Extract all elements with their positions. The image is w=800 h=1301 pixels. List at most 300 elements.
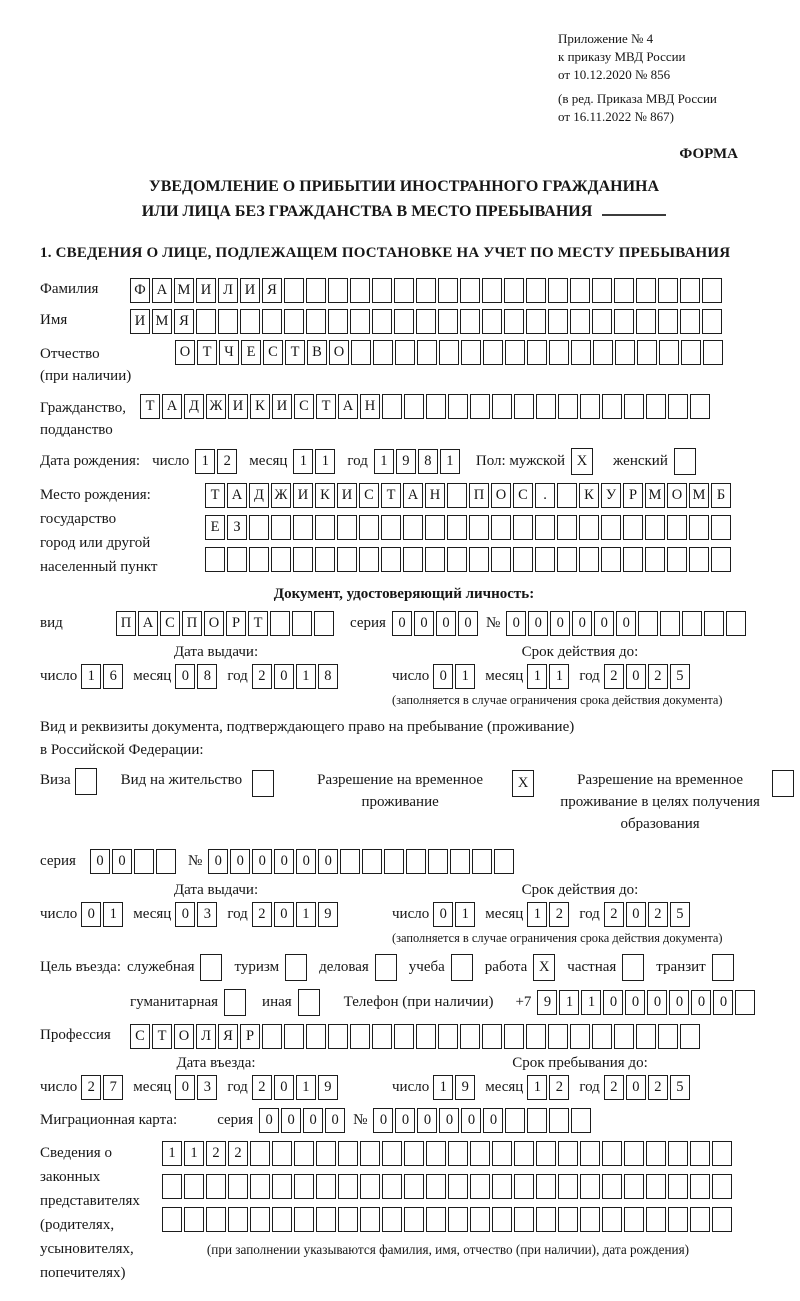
char-cell-empty[interactable] (482, 1024, 502, 1049)
char-cell-empty[interactable] (447, 483, 467, 508)
char-cell-empty[interactable] (536, 1207, 556, 1232)
char-cell-empty[interactable] (682, 611, 702, 636)
char-cell-empty[interactable] (614, 309, 634, 334)
char-cell-filled[interactable]: 8 (197, 664, 217, 689)
char-cell-filled[interactable]: Е (205, 515, 225, 540)
char-cell-filled[interactable]: Н (425, 483, 445, 508)
char-cell-empty[interactable] (557, 483, 577, 508)
char-cell-filled[interactable]: З (227, 515, 247, 540)
char-cell-empty[interactable] (284, 309, 304, 334)
char-cell-filled[interactable]: К (315, 483, 335, 508)
char-cell-empty[interactable] (316, 1207, 336, 1232)
char-cell-filled[interactable]: С (294, 394, 314, 419)
char-cell-filled[interactable]: М (689, 483, 709, 508)
char-cell-empty[interactable] (227, 547, 247, 572)
char-cell-empty[interactable] (690, 1174, 710, 1199)
char-cell-filled[interactable]: 0 (230, 849, 250, 874)
char-cell-empty[interactable] (350, 309, 370, 334)
char-cell-filled[interactable]: 0 (603, 990, 623, 1015)
char-cell-empty[interactable] (469, 515, 489, 540)
char-cell-filled[interactable]: Л (218, 278, 238, 303)
char-cell-empty[interactable] (403, 515, 423, 540)
char-cell-filled[interactable]: 0 (506, 611, 526, 636)
char-cell-empty[interactable] (772, 770, 794, 797)
char-cell-filled[interactable]: Д (249, 483, 269, 508)
char-cell-filled[interactable]: 0 (528, 611, 548, 636)
char-cell-empty[interactable] (646, 394, 666, 419)
char-cell-filled[interactable]: М (174, 278, 194, 303)
char-cell-empty[interactable] (491, 547, 511, 572)
char-cell-empty[interactable] (580, 394, 600, 419)
char-cell-filled[interactable]: 0 (175, 664, 195, 689)
char-cell-filled[interactable]: И (228, 394, 248, 419)
char-cell-empty[interactable] (360, 1174, 380, 1199)
char-cell-filled[interactable]: 0 (691, 990, 711, 1015)
char-cell-filled[interactable]: 1 (293, 449, 313, 474)
char-cell-empty[interactable] (350, 278, 370, 303)
char-cell-empty[interactable] (448, 1174, 468, 1199)
char-cell-filled[interactable]: 1 (296, 902, 316, 927)
char-cell-empty[interactable] (492, 1207, 512, 1232)
char-cell-filled[interactable]: Т (140, 394, 160, 419)
char-cell-filled[interactable]: 0 (436, 611, 456, 636)
char-cell-empty[interactable] (384, 849, 404, 874)
char-cell-filled[interactable]: 5 (670, 1075, 690, 1100)
char-cell-empty[interactable] (338, 1174, 358, 1199)
char-cell-filled[interactable]: И (293, 483, 313, 508)
char-cell-empty[interactable] (726, 611, 746, 636)
char-cell-filled[interactable]: 2 (206, 1141, 226, 1166)
char-cell-filled[interactable]: 0 (626, 664, 646, 689)
char-cell-filled[interactable]: 2 (604, 902, 624, 927)
char-cell-filled[interactable]: 1 (559, 990, 579, 1015)
char-cell-empty[interactable] (504, 309, 524, 334)
char-cell-empty[interactable] (228, 1207, 248, 1232)
char-cell-empty[interactable] (394, 1024, 414, 1049)
char-cell-empty[interactable] (557, 547, 577, 572)
char-cell-empty[interactable] (196, 309, 216, 334)
char-cell-filled[interactable]: 0 (281, 1108, 301, 1133)
char-cell-empty[interactable] (293, 547, 313, 572)
char-cell-empty[interactable] (570, 309, 590, 334)
char-cell-empty[interactable] (228, 1174, 248, 1199)
char-cell-empty[interactable] (645, 515, 665, 540)
char-cell-empty[interactable] (184, 1207, 204, 1232)
char-cell-empty[interactable] (593, 340, 613, 365)
char-cell-filled[interactable]: 0 (550, 611, 570, 636)
char-cell-filled[interactable]: 0 (90, 849, 110, 874)
char-cell-filled[interactable]: С (160, 611, 180, 636)
char-cell-empty[interactable] (284, 278, 304, 303)
char-cell-empty[interactable] (702, 278, 722, 303)
char-cell-empty[interactable] (439, 340, 459, 365)
char-cell-filled[interactable]: 2 (549, 1075, 569, 1100)
char-cell-filled[interactable]: 1 (455, 664, 475, 689)
char-cell-empty[interactable] (448, 1207, 468, 1232)
char-cell-filled[interactable]: С (513, 483, 533, 508)
char-cell-filled[interactable]: 0 (208, 849, 228, 874)
char-cell-empty[interactable] (294, 1174, 314, 1199)
char-cell-filled[interactable]: 0 (414, 611, 434, 636)
char-cell-filled[interactable]: Л (196, 1024, 216, 1049)
char-cell-filled[interactable]: Т (285, 340, 305, 365)
char-cell-empty[interactable] (526, 309, 546, 334)
char-cell-empty[interactable] (513, 515, 533, 540)
char-cell-filled[interactable]: 0 (325, 1108, 345, 1133)
char-cell-empty[interactable] (615, 340, 635, 365)
char-cell-filled[interactable]: А (162, 394, 182, 419)
char-cell-empty[interactable] (548, 278, 568, 303)
char-cell-empty[interactable] (602, 1174, 622, 1199)
char-cell-filled[interactable]: П (469, 483, 489, 508)
char-cell-empty[interactable] (373, 340, 393, 365)
char-cell-empty[interactable] (680, 1024, 700, 1049)
char-cell-empty[interactable] (549, 340, 569, 365)
char-cell-empty[interactable] (200, 954, 222, 981)
char-cell-empty[interactable] (558, 1174, 578, 1199)
char-cell-filled[interactable]: 6 (103, 664, 123, 689)
char-cell-empty[interactable] (592, 309, 612, 334)
char-cell-empty[interactable] (646, 1207, 666, 1232)
char-cell-empty[interactable] (571, 1108, 591, 1133)
char-cell-empty[interactable] (362, 849, 382, 874)
char-cell-empty[interactable] (298, 989, 320, 1016)
char-cell-filled[interactable]: 9 (318, 1075, 338, 1100)
char-cell-filled[interactable]: Д (184, 394, 204, 419)
char-cell-filled[interactable]: Т (316, 394, 336, 419)
char-cell-empty[interactable] (218, 309, 238, 334)
char-cell-empty[interactable] (272, 1207, 292, 1232)
char-cell-empty[interactable] (306, 1024, 326, 1049)
char-cell-empty[interactable] (375, 954, 397, 981)
char-cell-filled[interactable]: У (601, 483, 621, 508)
char-cell-filled[interactable]: 1 (195, 449, 215, 474)
char-cell-empty[interactable] (447, 547, 467, 572)
char-cell-filled[interactable]: П (116, 611, 136, 636)
char-cell-filled[interactable]: 1 (549, 664, 569, 689)
char-cell-empty[interactable] (668, 1174, 688, 1199)
char-cell-empty[interactable] (184, 1174, 204, 1199)
char-cell-empty[interactable] (680, 278, 700, 303)
char-cell-filled[interactable]: 0 (373, 1108, 393, 1133)
char-cell-filled[interactable]: 9 (396, 449, 416, 474)
char-cell-empty[interactable] (624, 1174, 644, 1199)
char-cell-empty[interactable] (646, 1174, 666, 1199)
char-cell-empty[interactable] (622, 954, 644, 981)
char-cell-empty[interactable] (315, 547, 335, 572)
char-cell-empty[interactable] (513, 547, 533, 572)
char-cell-filled[interactable]: 0 (274, 664, 294, 689)
char-cell-filled[interactable]: 0 (483, 1108, 503, 1133)
char-cell-filled[interactable]: 2 (81, 1075, 101, 1100)
char-cell-filled[interactable]: 1 (581, 990, 601, 1015)
char-cell-empty[interactable] (403, 547, 423, 572)
char-cell-empty[interactable] (249, 515, 269, 540)
char-cell-filled[interactable]: О (175, 340, 195, 365)
char-cell-filled[interactable]: 1 (162, 1141, 182, 1166)
char-cell-filled[interactable]: Ф (130, 278, 150, 303)
char-cell-empty[interactable] (460, 1024, 480, 1049)
char-cell-empty[interactable] (395, 340, 415, 365)
char-cell-empty[interactable] (638, 611, 658, 636)
char-cell-empty[interactable] (536, 1174, 556, 1199)
char-cell-filled[interactable]: 2 (228, 1141, 248, 1166)
char-cell-filled[interactable]: 0 (81, 902, 101, 927)
char-cell-filled[interactable]: X (533, 954, 555, 981)
char-cell-empty[interactable] (271, 547, 291, 572)
char-cell-empty[interactable] (636, 278, 656, 303)
char-cell-filled[interactable]: 0 (175, 1075, 195, 1100)
char-cell-empty[interactable] (447, 515, 467, 540)
char-cell-filled[interactable]: 0 (433, 664, 453, 689)
char-cell-empty[interactable] (681, 340, 701, 365)
char-cell-empty[interactable] (340, 849, 360, 874)
char-cell-empty[interactable] (482, 278, 502, 303)
char-cell-empty[interactable] (571, 340, 591, 365)
char-cell-empty[interactable] (404, 1207, 424, 1232)
char-cell-empty[interactable] (704, 611, 724, 636)
char-cell-empty[interactable] (690, 1207, 710, 1232)
char-cell-empty[interactable] (416, 1024, 436, 1049)
char-cell-filled[interactable]: 0 (461, 1108, 481, 1133)
char-cell-filled[interactable]: Я (218, 1024, 238, 1049)
char-cell-filled[interactable]: С (359, 483, 379, 508)
char-cell-empty[interactable] (483, 340, 503, 365)
char-cell-empty[interactable] (381, 547, 401, 572)
char-cell-empty[interactable] (602, 394, 622, 419)
char-cell-filled[interactable]: 1 (296, 1075, 316, 1100)
char-cell-empty[interactable] (382, 1207, 402, 1232)
char-cell-empty[interactable] (472, 849, 492, 874)
char-cell-filled[interactable]: 0 (417, 1108, 437, 1133)
char-cell-filled[interactable]: П (182, 611, 202, 636)
char-cell-filled[interactable]: Т (205, 483, 225, 508)
char-cell-filled[interactable]: Ж (206, 394, 226, 419)
char-cell-filled[interactable]: И (337, 483, 357, 508)
char-cell-filled[interactable]: Т (152, 1024, 172, 1049)
char-cell-empty[interactable] (712, 1174, 732, 1199)
char-cell-empty[interactable] (428, 849, 448, 874)
char-cell-empty[interactable] (316, 1174, 336, 1199)
char-cell-filled[interactable]: 0 (259, 1108, 279, 1133)
char-cell-empty[interactable] (623, 547, 643, 572)
char-cell-filled[interactable]: 5 (670, 664, 690, 689)
char-cell-empty[interactable] (285, 954, 307, 981)
char-cell-filled[interactable]: 0 (625, 990, 645, 1015)
char-cell-empty[interactable] (526, 278, 546, 303)
char-cell-empty[interactable] (601, 515, 621, 540)
char-cell-filled[interactable]: 0 (647, 990, 667, 1015)
char-cell-empty[interactable] (470, 394, 490, 419)
char-cell-empty[interactable] (359, 547, 379, 572)
char-cell-empty[interactable] (614, 278, 634, 303)
char-cell-filled[interactable]: . (535, 483, 555, 508)
char-cell-empty[interactable] (505, 1108, 525, 1133)
char-cell-empty[interactable] (680, 309, 700, 334)
char-cell-empty[interactable] (711, 547, 731, 572)
char-cell-filled[interactable]: 2 (252, 1075, 272, 1100)
char-cell-empty[interactable] (249, 547, 269, 572)
char-cell-empty[interactable] (162, 1174, 182, 1199)
char-cell-empty[interactable] (711, 515, 731, 540)
char-cell-empty[interactable] (505, 340, 525, 365)
char-cell-empty[interactable] (624, 1207, 644, 1232)
char-cell-empty[interactable] (404, 394, 424, 419)
char-cell-filled[interactable]: 1 (433, 1075, 453, 1100)
char-cell-empty[interactable] (372, 278, 392, 303)
char-cell-empty[interactable] (592, 278, 612, 303)
char-cell-filled[interactable]: 1 (374, 449, 394, 474)
char-cell-empty[interactable] (394, 278, 414, 303)
char-cell-empty[interactable] (527, 340, 547, 365)
char-cell-empty[interactable] (689, 515, 709, 540)
char-cell-empty[interactable] (338, 1207, 358, 1232)
char-cell-empty[interactable] (602, 1207, 622, 1232)
char-cell-empty[interactable] (206, 1174, 226, 1199)
char-cell-filled[interactable]: 0 (318, 849, 338, 874)
char-cell-empty[interactable] (549, 1108, 569, 1133)
char-cell-empty[interactable] (667, 515, 687, 540)
char-cell-filled[interactable]: А (338, 394, 358, 419)
char-cell-filled[interactable]: 0 (458, 611, 478, 636)
char-cell-empty[interactable] (425, 515, 445, 540)
char-cell-empty[interactable] (372, 309, 392, 334)
char-cell-empty[interactable] (623, 515, 643, 540)
char-cell-filled[interactable]: В (307, 340, 327, 365)
char-cell-empty[interactable] (448, 394, 468, 419)
char-cell-filled[interactable]: 1 (455, 902, 475, 927)
char-cell-empty[interactable] (252, 770, 274, 797)
char-cell-empty[interactable] (417, 340, 437, 365)
char-cell-filled[interactable]: Н (360, 394, 380, 419)
char-cell-filled[interactable]: 0 (274, 902, 294, 927)
char-cell-empty[interactable] (293, 515, 313, 540)
char-cell-empty[interactable] (337, 547, 357, 572)
char-cell-filled[interactable]: К (579, 483, 599, 508)
char-cell-filled[interactable]: 2 (648, 1075, 668, 1100)
char-cell-empty[interactable] (270, 611, 290, 636)
char-cell-filled[interactable]: 2 (252, 902, 272, 927)
char-cell-empty[interactable] (271, 515, 291, 540)
char-cell-filled[interactable]: 0 (439, 1108, 459, 1133)
char-cell-empty[interactable] (580, 1174, 600, 1199)
char-cell-empty[interactable] (470, 1207, 490, 1232)
char-cell-empty[interactable] (504, 278, 524, 303)
char-cell-filled[interactable]: X (512, 770, 534, 797)
char-cell-filled[interactable]: Е (241, 340, 261, 365)
char-cell-filled[interactable]: С (263, 340, 283, 365)
char-cell-empty[interactable] (689, 547, 709, 572)
char-cell-filled[interactable]: О (174, 1024, 194, 1049)
char-cell-filled[interactable]: 2 (604, 664, 624, 689)
char-cell-filled[interactable]: 0 (594, 611, 614, 636)
char-cell-filled[interactable]: 9 (537, 990, 557, 1015)
char-cell-empty[interactable] (514, 1174, 534, 1199)
char-cell-filled[interactable]: 0 (303, 1108, 323, 1133)
char-cell-filled[interactable]: 0 (616, 611, 636, 636)
char-cell-empty[interactable] (470, 1174, 490, 1199)
char-cell-empty[interactable] (240, 309, 260, 334)
char-cell-empty[interactable] (315, 515, 335, 540)
char-cell-empty[interactable] (702, 309, 722, 334)
char-cell-empty[interactable] (350, 1024, 370, 1049)
char-cell-empty[interactable] (438, 309, 458, 334)
char-cell-filled[interactable]: 0 (433, 902, 453, 927)
char-cell-filled[interactable]: 1 (527, 1075, 547, 1100)
char-cell-empty[interactable] (614, 1024, 634, 1049)
char-cell-empty[interactable] (162, 1207, 182, 1232)
char-cell-filled[interactable]: 7 (103, 1075, 123, 1100)
char-cell-empty[interactable] (206, 1207, 226, 1232)
char-cell-empty[interactable] (425, 547, 445, 572)
char-cell-empty[interactable] (492, 394, 512, 419)
char-cell-filled[interactable]: О (491, 483, 511, 508)
char-cell-empty[interactable] (703, 340, 723, 365)
char-cell-empty[interactable] (224, 989, 246, 1016)
char-cell-empty[interactable] (492, 1174, 512, 1199)
char-cell-empty[interactable] (134, 849, 154, 874)
char-cell-empty[interactable] (601, 547, 621, 572)
char-cell-empty[interactable] (514, 1207, 534, 1232)
char-cell-filled[interactable]: 1 (527, 664, 547, 689)
char-cell-filled[interactable]: А (138, 611, 158, 636)
char-cell-filled[interactable]: Т (381, 483, 401, 508)
char-cell-empty[interactable] (337, 515, 357, 540)
char-cell-empty[interactable] (674, 448, 696, 475)
char-cell-empty[interactable] (250, 1207, 270, 1232)
char-cell-empty[interactable] (416, 309, 436, 334)
char-cell-empty[interactable] (668, 394, 688, 419)
char-cell-filled[interactable]: И (130, 309, 150, 334)
char-cell-filled[interactable]: М (645, 483, 665, 508)
char-cell-empty[interactable] (314, 611, 334, 636)
char-cell-filled[interactable]: 2 (648, 664, 668, 689)
char-cell-empty[interactable] (558, 394, 578, 419)
char-cell-empty[interactable] (205, 547, 225, 572)
char-cell-filled[interactable]: 2 (604, 1075, 624, 1100)
char-cell-filled[interactable]: Я (262, 278, 282, 303)
char-cell-filled[interactable]: 5 (670, 902, 690, 927)
char-cell-empty[interactable] (306, 309, 326, 334)
char-cell-filled[interactable]: 1 (527, 902, 547, 927)
char-cell-empty[interactable] (491, 515, 511, 540)
char-cell-empty[interactable] (558, 1207, 578, 1232)
char-cell-filled[interactable]: Р (226, 611, 246, 636)
char-cell-empty[interactable] (735, 990, 755, 1015)
char-cell-filled[interactable]: 0 (252, 849, 272, 874)
char-cell-empty[interactable] (659, 340, 679, 365)
char-cell-empty[interactable] (592, 1024, 612, 1049)
char-cell-empty[interactable] (381, 515, 401, 540)
char-cell-filled[interactable]: И (240, 278, 260, 303)
char-cell-empty[interactable] (535, 515, 555, 540)
char-cell-filled[interactable]: 0 (296, 849, 316, 874)
char-cell-empty[interactable] (406, 849, 426, 874)
char-cell-empty[interactable] (328, 309, 348, 334)
char-cell-filled[interactable]: Т (248, 611, 268, 636)
char-cell-empty[interactable] (360, 1207, 380, 1232)
char-cell-empty[interactable] (557, 515, 577, 540)
char-cell-filled[interactable]: 0 (392, 611, 412, 636)
char-cell-filled[interactable]: 1 (315, 449, 335, 474)
char-cell-empty[interactable] (328, 278, 348, 303)
char-cell-empty[interactable] (658, 309, 678, 334)
char-cell-empty[interactable] (460, 309, 480, 334)
char-cell-filled[interactable]: Р (240, 1024, 260, 1049)
char-cell-empty[interactable] (504, 1024, 524, 1049)
char-cell-empty[interactable] (469, 547, 489, 572)
char-cell-filled[interactable]: Б (711, 483, 731, 508)
